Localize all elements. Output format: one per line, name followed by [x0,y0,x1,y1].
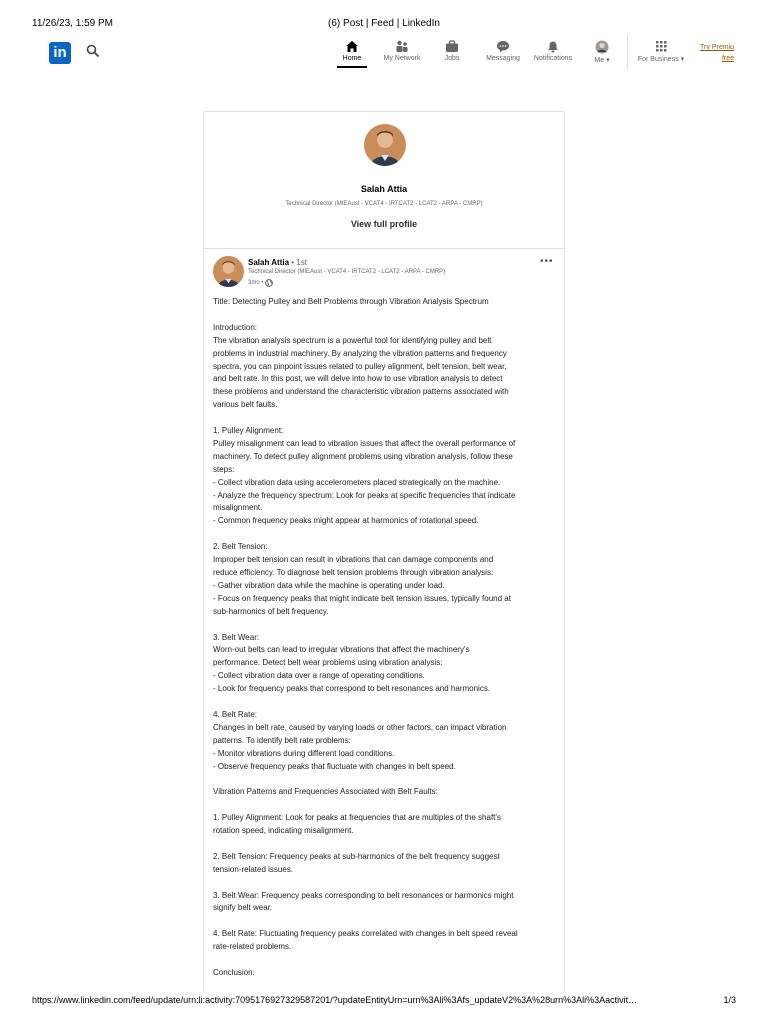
nav-home-label: Home [342,55,362,62]
nav-for-business-label: For Business ▾ [637,56,685,63]
home-icon [345,40,359,53]
paragraph-gap [213,773,553,786]
profile-headline: Technical Director (MIEAust - VCAT4 - IRTCAT2 - LCAT2 - ARPA - CMRP) [285,201,483,207]
paragraph-gap [213,838,553,851]
post-text-line: Introduction: [213,322,258,332]
paragraph-gap [213,309,553,322]
post-text-line: reduce efficiency. To diagnose belt tension problems through vibration analysis: [213,567,494,577]
post-text-line: - Observe frequency peaks that fluctuate with changes in belt speed. [213,761,456,771]
print-page-title: (6) Post | Feed | LinkedIn [328,18,440,29]
post-text-line: 2. Belt Tension: Frequency peaks at sub-harmonics of the belt frequency suggest [213,851,500,861]
post-text-line: - Monitor vibrations during different load conditions. [213,748,395,758]
post-text-line: problems in industrial machinery. By analyzing the vibration patterns and frequency [213,348,507,358]
post-text-line: The vibration analysis spectrum is a powerful tool for identifying pulley and belt [213,335,492,345]
nav-messaging-label: Messaging [486,55,520,62]
author-name-text: Salah Attia [248,258,290,267]
post-text-line: patterns. To identify belt rate problems: [213,735,351,745]
post-text-line: Worn-out belts can lead to irregular vibrations that affect the machinery's [213,645,470,655]
post-text-line: - Collect vibration data over a range of operating conditions. [213,671,425,681]
author-photo [213,256,244,287]
post-text-line: 1. Pulley Alignment: [213,426,284,436]
nav-notifications-label: Notifications [533,55,573,62]
try-premium-line2: free [721,55,734,62]
post-text-line: - Analyze the frequency spectrum: Look for peaks at specific frequencies that indicate [213,490,516,500]
post-text-line: 2. Belt Tension: [213,542,268,552]
post-text-line: various belt faults. [213,400,278,410]
paragraph-gap [213,799,553,812]
post-body [213,296,553,980]
profile-name[interactable]: Salah Attia [360,184,408,194]
post-text-line: - Gather vibration data while the machine is operating under load. [213,580,445,590]
profile-photo [364,124,406,166]
globe-icon [265,279,273,287]
post-text-line: 3. Belt Wear: [213,632,260,642]
author-avatar[interactable] [213,256,244,287]
post-text-line: - Collect vibration data using accelerometers placed strategically on the machine. [213,477,501,487]
bell-icon [546,40,560,53]
post-text-line: 3. Belt Wear: Frequency peaks corresponding to belt resonances or harmonics might [213,890,514,900]
divider [204,248,566,249]
post-text-line: 4. Belt Rate: [213,709,258,719]
post-text-line: rotation speed, indicating misalignment. [213,826,354,836]
avatar [595,40,609,54]
nav-messaging[interactable] [484,40,522,62]
grid-icon [654,40,668,53]
post-text-line: and belt rate. In this post, we will delve into how to use vibration analysis to detect [213,374,503,384]
profile-avatar[interactable] [364,124,406,166]
paragraph-gap [213,954,553,967]
post-text-line: - Look for frequency peaks that correspond to belt resonances and harmonics. [213,684,491,694]
more-options-icon[interactable]: ••• [540,256,554,267]
view-full-profile-button[interactable]: View full profile [350,219,418,229]
post-text-line: sub-harmonics of belt frequency. [213,606,329,616]
nav-jobs[interactable] [440,40,464,62]
nav-me-label: Me ▾ [594,57,610,64]
try-premium-line1: Try Premiu [700,44,734,51]
post-text-line: these problems and understand the characteristic vibration patterns associated with [213,387,509,397]
author-name[interactable] [248,258,307,267]
paragraph-gap [213,877,553,890]
post-text-line: - Focus on frequency peaks that might indicate belt tension issues, typically found at [213,593,511,603]
linkedin-logo[interactable]: in [49,42,71,64]
post-text-line: Conclusion: [213,967,255,977]
paragraph-gap [213,412,553,425]
post-text-line: Vibration Patterns and Frequencies Associated with Belt Faults: [213,787,438,797]
post-text-line: - Common frequency peaks might appear at harmonics of rotational speed. [213,516,479,526]
post-text-line: machinery. To detect pulley alignment problems using vibration analysis, follow these [213,451,513,461]
print-header [32,18,736,32]
jobs-icon [445,40,459,53]
print-datetime: 11/26/23, 1:59 PM [32,18,113,29]
paragraph-gap [213,696,553,709]
nav-me[interactable] [589,40,615,64]
author-headline: Technical Director (MIEAust - VCAT4 - IRTCAT2 - LCAT2 - ARPA - CMRP) [248,269,446,275]
paragraph-gap [213,619,553,632]
post-text-line: Changes in belt rate, caused by varying loads or other factors, can impact vibration [213,722,507,732]
nav-notifications[interactable] [530,40,576,62]
post-text-line: Pulley misalignment can lead to vibration issues that affect the overall performance of [213,438,516,448]
post-text-line: Improper belt tension can result in vibrations that can damage components and [213,555,494,565]
post-text-line: 1. Pulley Alignment: Look for peaks at frequencies that are multiples of the shaft's [213,813,501,823]
post-text-line: misalignment. [213,503,263,513]
print-url: https://www.linkedin.com/feed/update/urn:li:activity:7095176927329587201/?updateEntityUrn=urn%3Ali%3Afs_updateV2%3A%28urn%3Ali%3Aactivit… [32,995,638,1005]
post-text-line: spectra, you can pinpoint issues related to pulley alignment, belt tension, belt wear, [213,361,507,371]
post-text-line: rate-related problems. [213,942,292,952]
post-text-line: signify belt wear. [213,903,273,913]
post-timestamp [248,279,273,287]
messaging-icon [496,40,510,53]
nav-jobs-label: Jobs [444,55,460,62]
paragraph-gap [213,528,553,541]
post-text-line: Title: Detecting Pulley and Belt Problems through Vibration Analysis Spectrum [213,297,489,306]
paragraph-gap [213,915,553,928]
nav-home[interactable] [337,40,367,62]
nav-my-network-label: My Network [383,55,421,62]
try-premium-link[interactable] [700,42,734,64]
post-text-line: 4. Belt Rate: Fluctuating frequency peaks correlated with changes in belt speed reveal [213,929,518,939]
nav-divider [627,36,628,70]
nav-for-business[interactable] [634,40,688,63]
network-icon [395,40,409,53]
post-text-line: steps: [213,464,235,474]
post-time-text: 3mo • [248,280,264,286]
connection-degree: • 1st [289,258,307,267]
top-nav [0,36,768,70]
search-icon[interactable] [86,44,100,58]
print-page-number: 1/3 [723,995,736,1005]
nav-my-network[interactable] [380,40,424,62]
post-text-line: performance. Detect belt wear problems using vibration analysis: [213,658,443,668]
post-text-line: tension-related issues. [213,864,294,874]
